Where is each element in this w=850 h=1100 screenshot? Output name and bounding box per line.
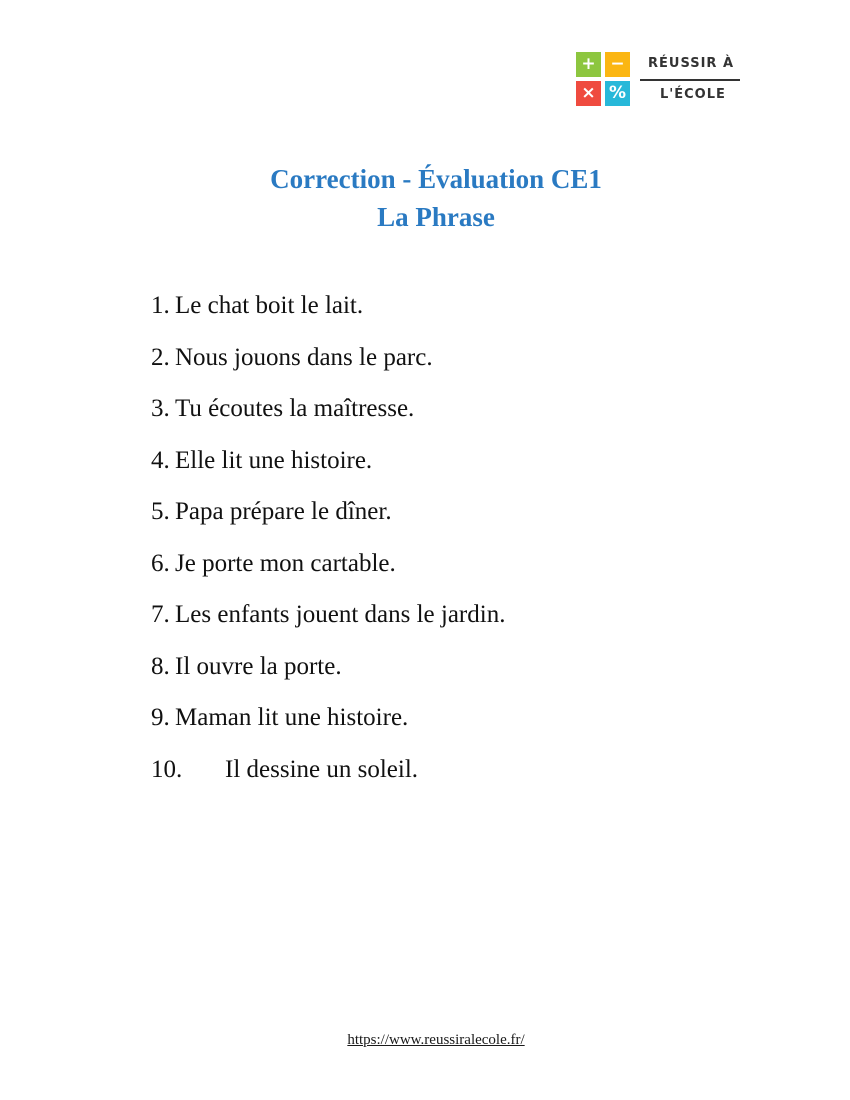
sentence-item xyxy=(151,340,505,392)
website-link[interactable]: https://www.reussiralecole.fr/ xyxy=(347,1032,525,1048)
percent-icon: % xyxy=(605,81,630,106)
sentence-number: 8. xyxy=(151,652,170,680)
page-title xyxy=(0,160,850,236)
sentence-text: Papa prépare le dîner. xyxy=(175,498,392,525)
sentence-item xyxy=(151,443,505,495)
sentence-item xyxy=(151,391,505,443)
sentence-item xyxy=(151,752,505,804)
logo-divider xyxy=(640,79,740,81)
sentence-item xyxy=(151,546,505,598)
sentence-number: 10. xyxy=(151,755,183,783)
sentence-text: Nous jouons dans le parc. xyxy=(175,343,433,371)
plus-icon: + xyxy=(576,52,601,77)
logo-text-line2: L'ÉCOLE xyxy=(660,87,726,102)
sentence-item xyxy=(151,494,505,546)
brand-logo xyxy=(576,52,746,108)
sentence-number: 5. xyxy=(151,498,170,525)
sentence-text: Elle lit une histoire. xyxy=(175,446,373,474)
sentence-item xyxy=(151,597,505,649)
sentence-text: Tu écoutes la maîtresse. xyxy=(175,395,415,422)
sentence-text: Les enfants jouent dans le jardin. xyxy=(175,601,506,628)
sentence-number: 7. xyxy=(151,601,170,628)
sentence-item xyxy=(151,649,505,701)
sentence-text: Il dessine un soleil. xyxy=(225,755,419,783)
sentence-text: Je porte mon cartable. xyxy=(175,549,396,577)
title-line-1: Correction - Évaluation CE1 xyxy=(270,164,602,194)
sentence-item xyxy=(151,700,505,752)
logo-text-line1: RÉUSSIR À xyxy=(648,56,735,71)
minus-icon: − xyxy=(605,52,630,77)
sentence-item xyxy=(151,288,505,340)
sentence-number: 6. xyxy=(151,549,170,577)
sentence-text: Le chat boit le lait. xyxy=(175,292,364,319)
sentence-number: 1. xyxy=(151,292,170,319)
sentence-number: 2. xyxy=(151,343,170,371)
multiply-icon: × xyxy=(576,81,601,106)
title-line-2: La Phrase xyxy=(377,202,495,232)
sentence-list xyxy=(151,288,505,803)
sentence-number: 3. xyxy=(151,395,170,422)
sentence-text: Il ouvre la porte. xyxy=(175,652,342,680)
sentence-text: Maman lit une histoire. xyxy=(175,704,409,731)
sentence-number: 9. xyxy=(151,704,170,731)
logo-math-grid xyxy=(576,52,630,106)
sentence-number: 4. xyxy=(151,446,170,474)
